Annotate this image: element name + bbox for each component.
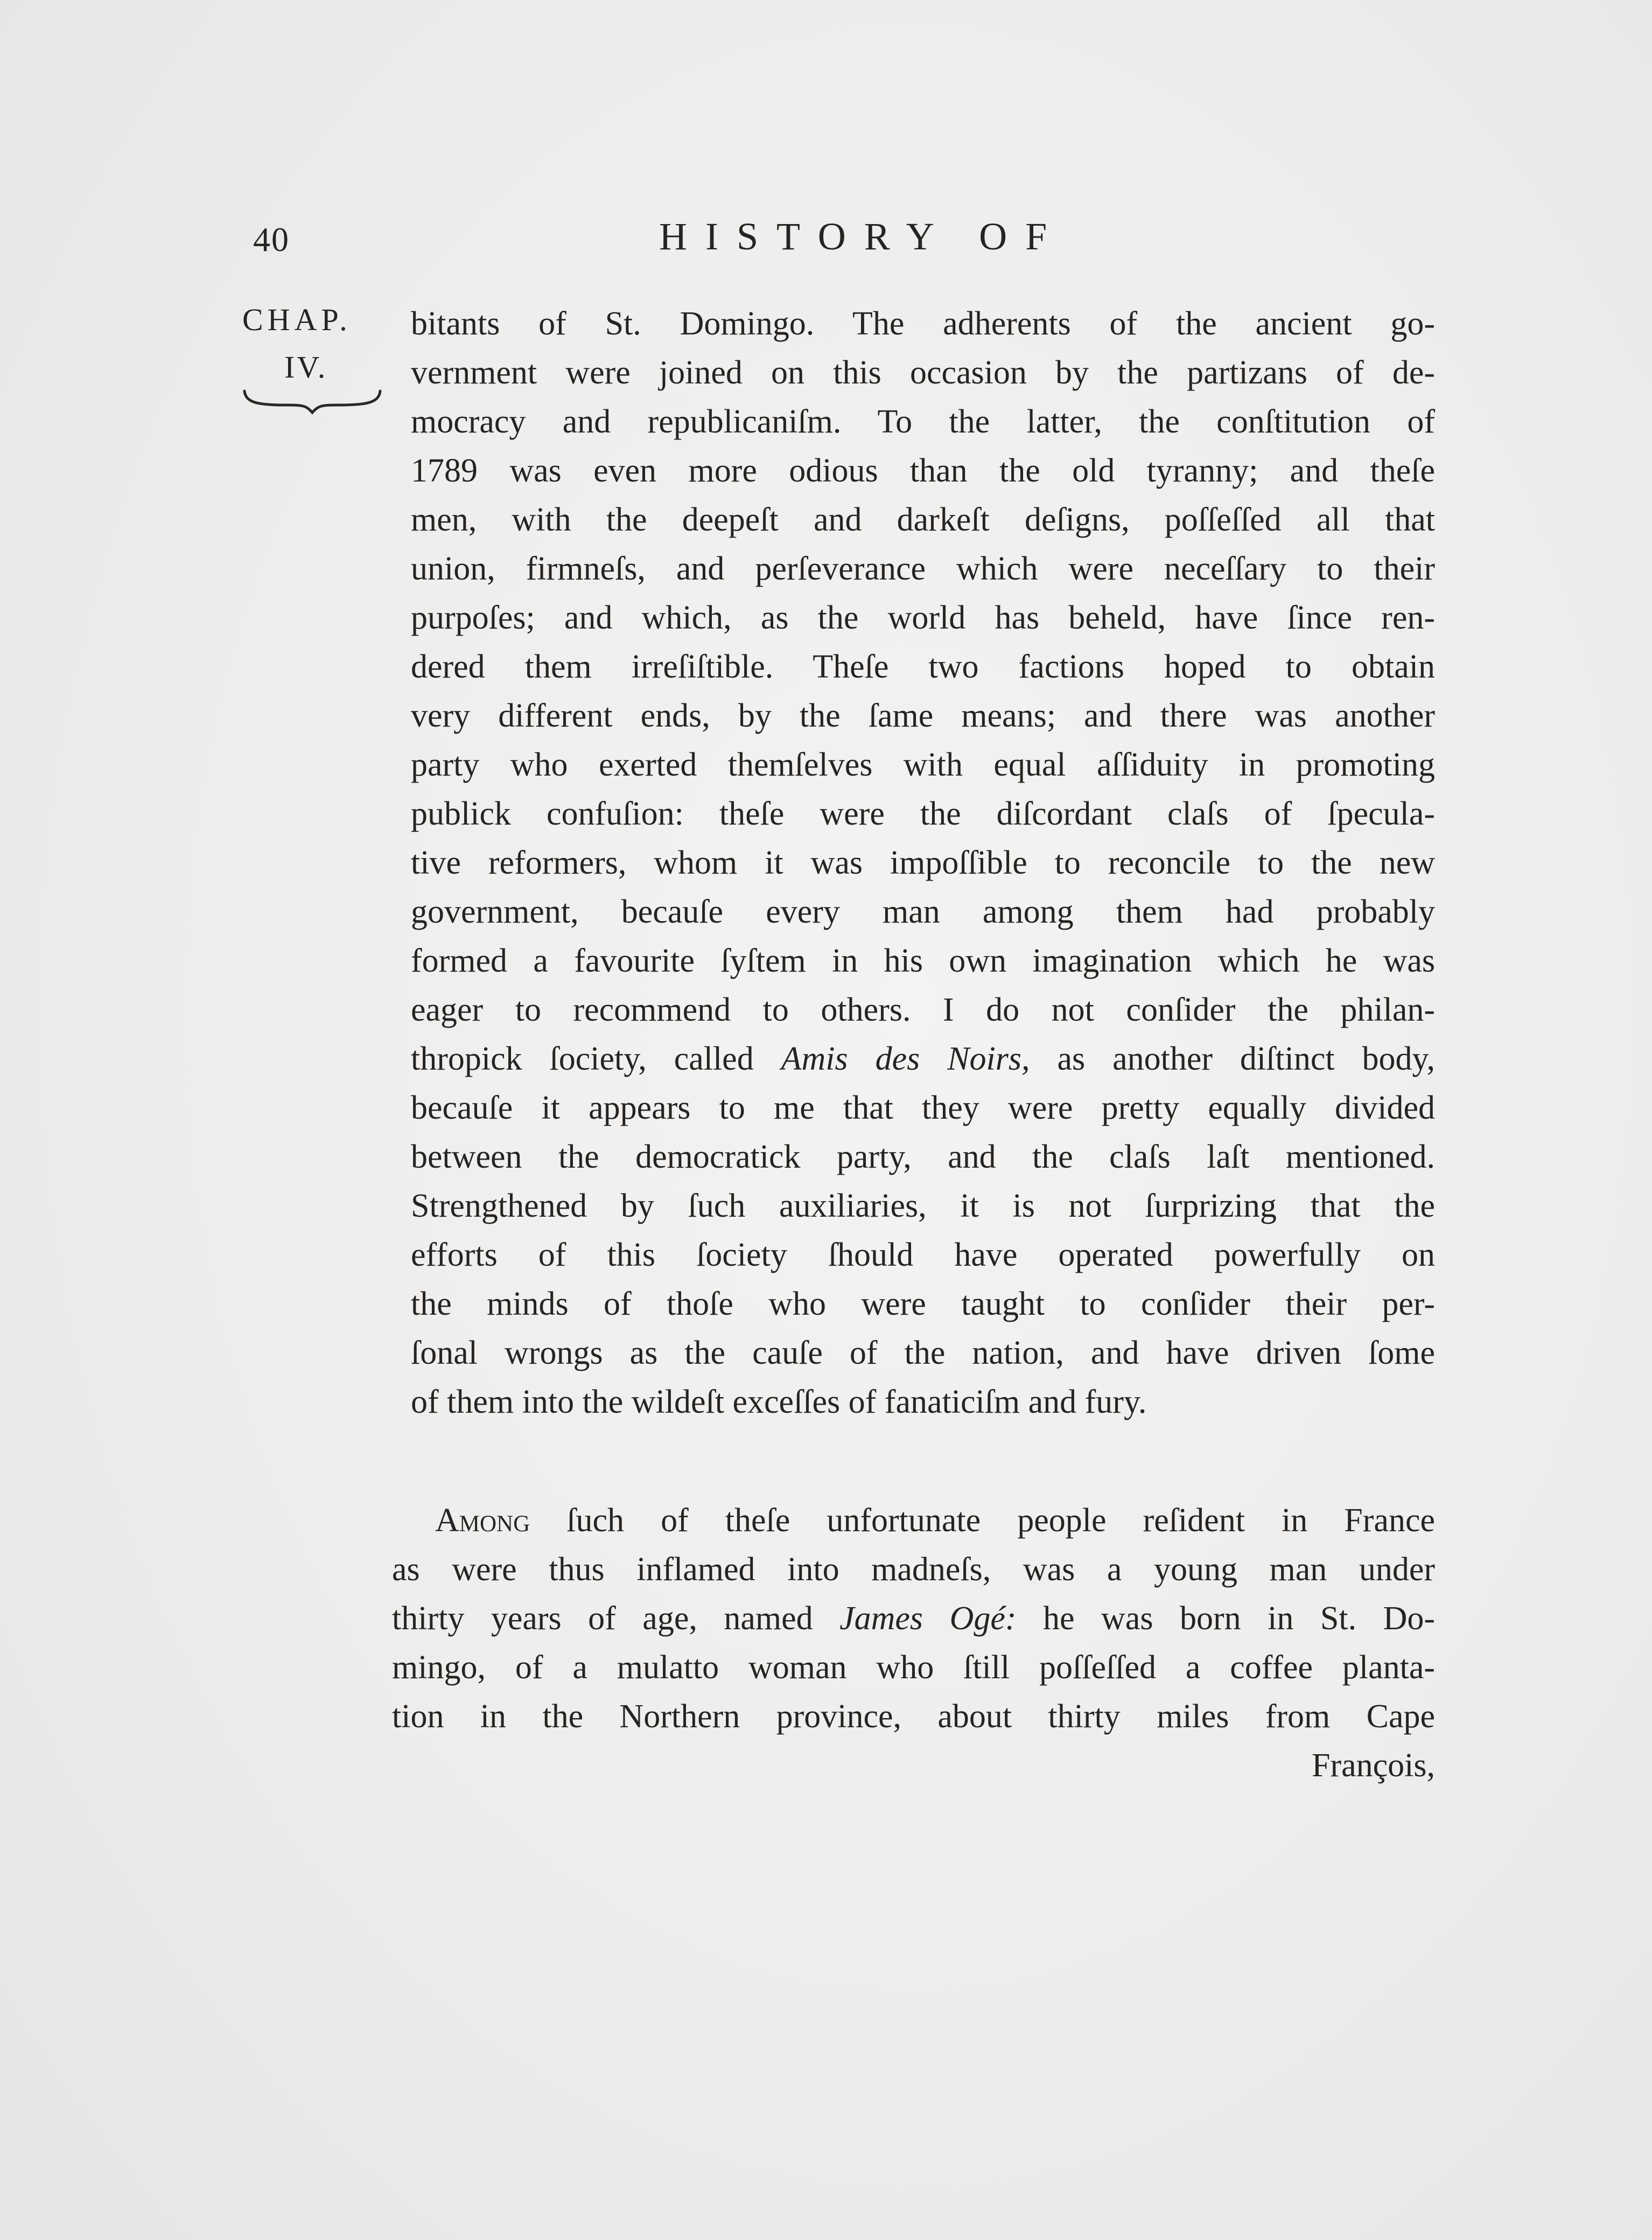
page-number: 40 [253,220,290,259]
text-line-first [392,1496,1435,1545]
text-line: mocracy and republicaniſm. To the latter, the conſtitution of [411,403,1435,440]
italic-society-name: Amis des Noirs, [781,1041,1030,1077]
paragraph-1 [411,299,1435,1427]
text-segment: ſuch of theſe unfortunate people reſident in France [566,1502,1435,1539]
italic-person-name: James Ogé: [839,1600,1017,1637]
text-line: men, with the deepeſt and darkeſt deſigns, poſſeſſed all that [411,501,1435,538]
text-line: dered them irreſiſtible. Theſe two factions hoped to obtain [411,648,1435,685]
text-line: government, becauſe every man among them had probably [411,894,1435,930]
margin-brace-ornament [242,387,382,419]
text-line: tive reformers, whom it was impoſſible to reconcile to the new [411,845,1435,881]
text-line: between the democratick party, and the claſs laſt mentioned. [411,1139,1435,1175]
text-line: ſonal wrongs as the cauſe of the nation, and have driven ſome [411,1335,1435,1371]
text-line: becauſe it appears to me that they were pretty equally divided [411,1090,1435,1126]
text-segment: as another diſtinct body, [1057,1041,1435,1077]
text-line: very different ends, by the ſame means; and there was another [411,697,1435,734]
text-line: eager to recommend to others. I do not conſider the philan- [411,992,1435,1028]
text-line: publick confuſion: theſe were the diſcordant claſs of ſpecula- [411,795,1435,832]
text-line: mingo, of a mulatto woman who ſtill poſſeſſed a coffee planta- [392,1649,1435,1686]
text-line: tion in the Northern province, about thirty miles from Cape [392,1698,1435,1735]
margin-chapter-number: IV. [284,350,328,385]
margin-chapter-label: CHAP. [242,302,352,337]
text-segment: thirty years of age, named [392,1600,813,1637]
text-line: Strengthened by ſuch auxiliaries, it is not ſurprizing that the [411,1188,1435,1224]
running-head: HISTORY OF [659,215,1066,258]
text-line: vernment were joined on this occasion by the partizans of de- [411,354,1435,391]
text-line-mixed [411,1035,1435,1084]
text-line: union, firmneſs, and perſeverance which were neceſſary to their [411,550,1435,587]
text-line: purpoſes; and which, as the world has beheld, have ſince ren- [411,599,1435,636]
text-line: party who exerted themſelves with equal aſſiduity in promoting [411,746,1435,783]
text-line: the minds of thoſe who were taught to conſider their per- [411,1286,1435,1322]
text-line: bitants of St. Domingo. The adherents of the ancient go- [411,305,1435,342]
paragraph-2 [392,1496,1435,1790]
text-segment: thropick ſociety, called [411,1041,754,1077]
small-caps-lead: Among [435,1502,530,1539]
text-line: formed a favourite ſyſtem in his own imagination which he was [411,943,1435,979]
catchword: François, [1311,1747,1435,1784]
text-line: efforts of this ſociety ſhould have operated powerfully on [411,1237,1435,1273]
text-line-mixed [392,1594,1435,1643]
text-line: 1789 was even more odious than the old tyranny; and theſe [411,452,1435,489]
text-line: as were thus inflamed into madneſs, was a young man under [392,1551,1435,1588]
text-segment: he was born in St. Do- [1043,1600,1435,1637]
text-line-last: of them into the wildeſt exceſſes of fanaticiſm and fury. [411,1384,1147,1420]
